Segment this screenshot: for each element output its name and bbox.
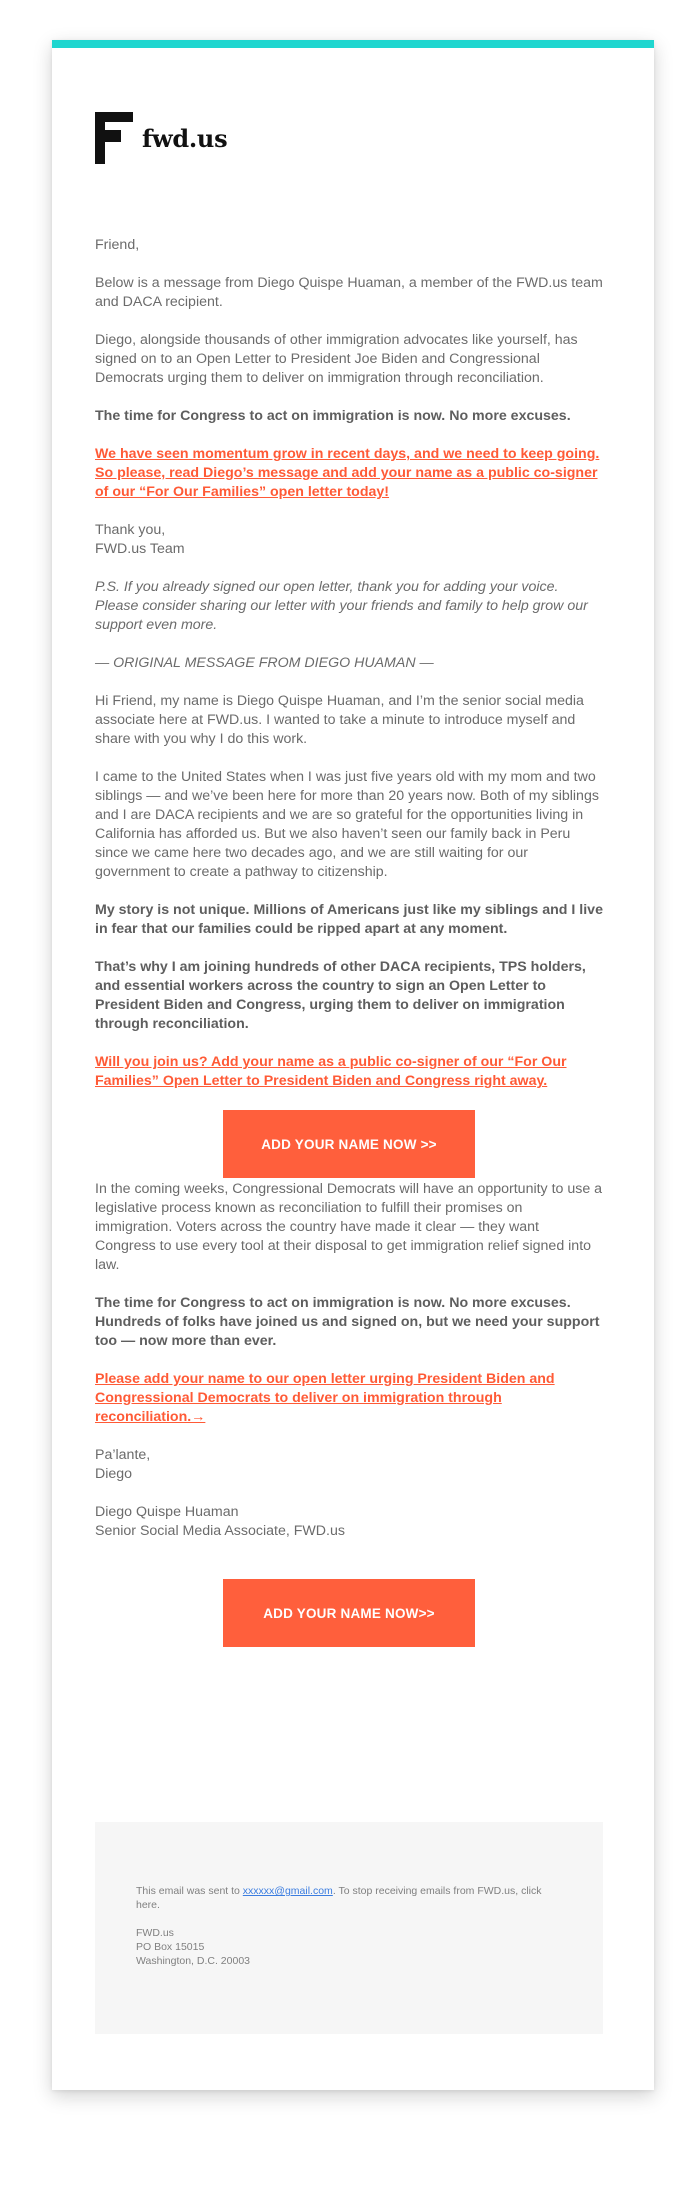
footer-org: FWD.us (136, 1927, 174, 1939)
footer-address (136, 1926, 546, 1968)
fwd-logo-icon (95, 112, 133, 164)
cta-wrap-2 (95, 1579, 603, 1647)
add-name-button-2[interactable]: ADD YOUR NAME NOW>> (223, 1579, 475, 1647)
emphasis-paragraph: The time for Congress to act on immigration is now. No more excuses. (95, 408, 571, 424)
bold-paragraph-2: That’s why I am joining hundreds of other DACA recipients, TPS holders, and essential workers across the country to sign an Open Letter to President Biden and Congress, urging them to deliver on immigration through reconciliation. (95, 959, 586, 1032)
signature-name: Diego Quispe Huaman (95, 1504, 239, 1520)
brand-logo[interactable] (95, 112, 603, 164)
accent-bar (52, 40, 654, 48)
footer-city: Washington, D.C. 20003 (136, 1955, 251, 1967)
intro-paragraph: Below is a message from Diego Quispe Huaman, a member of the FWD.us team and DACA recipient. (95, 275, 603, 310)
thanks-team: FWD.us Team (95, 541, 185, 557)
bold-paragraph-1: My story is not unique. Millions of Americans just like my siblings and I live in fear that our families could be ripped apart at any moment. (95, 902, 603, 937)
footer-po-box: PO Box 15015 (136, 1941, 205, 1953)
cosign-link-1[interactable]: We have seen momentum grow in recent days, and we need to keep going. So please, read Diego’s message and add your name as a public co-signer of our “For Our Families” open letter today! (95, 446, 600, 500)
footer-content (136, 1884, 546, 1982)
reconciliation-paragraph: In the coming weeks, Congressional Democrats will have an opportunity to use a legislative process known as reconciliation to fulfill their promises on immigration. Voters across the country have made it clear — they want Congress to use every tool at their disposal to get immigration relief signed into law. (95, 1181, 603, 1273)
add-name-button-1[interactable]: ADD YOUR NAME NOW >> (223, 1110, 475, 1178)
cosign-link-2[interactable]: Will you join us? Add your name as a public co-signer of our “For Our Families” Open Letter to President Biden and Congress right away. (95, 1054, 567, 1089)
signoff-block (95, 1446, 603, 1484)
cta-wrap-1 (95, 1110, 603, 1178)
footer-sent-prefix: This email was sent to (136, 1885, 243, 1897)
brand-name: fwd.us (142, 123, 228, 153)
context-paragraph: Diego, alongside thousands of other immigration advocates like yourself, has signed on to an Open Letter to President Joe Biden and Congressional Democrats urging them to deliver on immigration through reconciliation. (95, 332, 578, 386)
ps-paragraph: P.S. If you already signed our open letter, thank you for adding your voice. Please consider sharing our letter with your friends and family to help grow our support even more. (95, 579, 588, 633)
greeting: Friend, (95, 237, 140, 253)
diego-story-paragraph: I came to the United States when I was just five years old with my mom and two siblings — and we’ve been here for more than 20 years now. Both of my siblings and I are DACA recipients and we are so grateful for the opportunities living in California has afforded us. But we also haven’t seen our family back in Peru since we came here two decades ago, and we are still waiting for our government to create a pathway to citizenship. (95, 769, 599, 880)
letter-body (95, 236, 603, 1647)
email-content (95, 112, 603, 1647)
original-message-divider: — ORIGINAL MESSAGE FROM DIEGO HUAMAN — (95, 655, 434, 671)
bold-paragraph-3: The time for Congress to act on immigration is now. No more excuses. Hundreds of folks have joined us and signed on, but we need your support too — now more than ever. (95, 1295, 600, 1349)
thanks-block (95, 521, 603, 559)
signature-block (95, 1503, 603, 1541)
recipient-email-link[interactable]: xxxxxx@gmail.com (242, 1885, 333, 1897)
signoff-name: Diego (95, 1466, 133, 1482)
cosign-link-3[interactable]: Please add your name to our open letter urging President Biden and Congressional Democrats to deliver on immigration through reconciliation.→ (95, 1371, 555, 1425)
footer-unsubscribe-text (136, 1884, 546, 1912)
signoff-line: Pa’lante, (95, 1447, 151, 1463)
diego-intro-paragraph: Hi Friend, my name is Diego Quispe Huaman, and I’m the senior social media associate here at FWD.us. I wanted to take a minute to introduce myself and share with you why I do this work. (95, 693, 584, 747)
thanks-line: Thank you, (95, 522, 166, 538)
footer-sent-suffix: . To stop receiving emails from FWD.us, click here. (136, 1885, 542, 1911)
signature-title: Senior Social Media Associate, FWD.us (95, 1523, 345, 1539)
email-footer (95, 1822, 603, 2034)
email-card (52, 40, 654, 2090)
